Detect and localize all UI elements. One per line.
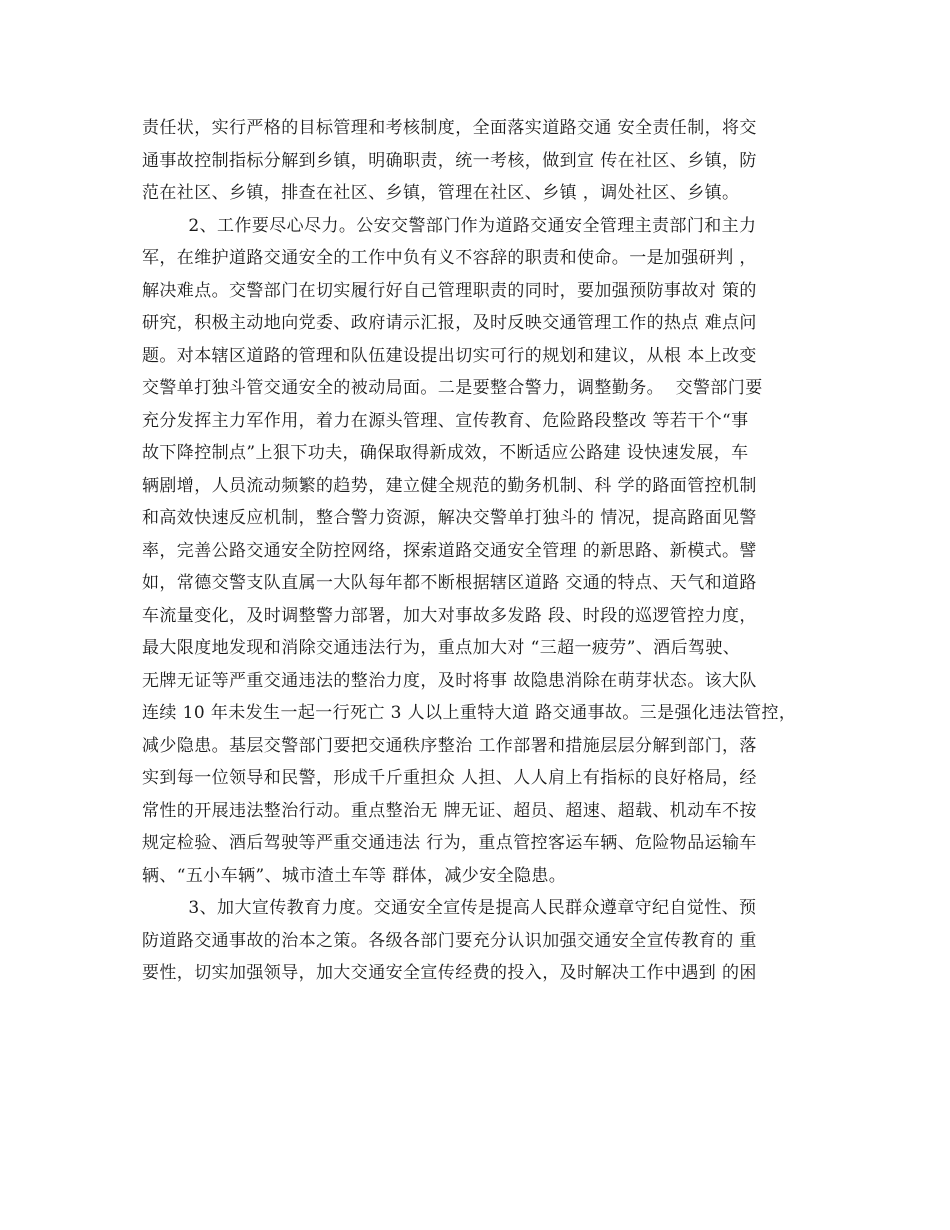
text-line: 3、加大宣传教育力度。交通安全宣传是提高人民群众遵章守纪自觉性、预 [142, 898, 757, 918]
text-line: 充分发挥主力军作用，着力在源头管理、宣传教育、危险路段整改 等若干个“事 [142, 410, 749, 431]
text-line: 如，常德交警支队直属一大队每年都不断根据辖区道路 交通的特点、天气和道路 [142, 573, 757, 593]
text-line: 率，完善公路交通安全防控网络，探索道路交通安全管理 的新思路、新模式。譬 [142, 540, 757, 561]
text-line: 辆剧增，人员流动频繁的趋势，建立健全规范的勤务机制、科 学的路面管控机制 [142, 475, 757, 496]
text-line: 防道路交通事故的治本之策。各级各部门要充分认识加强交通安全宣传教育的 重 [142, 930, 757, 951]
text-line: 减少隐患。基层交警部门要把交通秩序整治 工作部署和措施层层分解到部门，落 [142, 735, 757, 756]
text-line: 故下降控制点”上狠下功夫，确保取得新成效，不断适应公路建 设快速发展，车 [142, 443, 749, 463]
text-line: 车流量变化，及时调整警力部署，加大对事故多发路 段、时段的巡逻管控力度， [142, 605, 757, 626]
text-line: 实到每一位领导和民警，形成千斤重担众 人担、人人肩上有指标的良好格局，经 [142, 768, 757, 788]
text-line: 要性，切实加强领导，加大交通安全宣传经费的投入，及时解决工作中遇到 的困 [142, 963, 757, 983]
text-line: 交警单打独斗管交通安全的被动局面。二是要整合警力，调整勤务。 交警部门要 [142, 378, 763, 398]
body-text [142, 112, 814, 990]
text-line: 责任状，实行严格的目标管理和考核制度，全面落实道路交通 安全责任制，将交 [142, 118, 757, 138]
text-line: 2、工作要尽心尽力。公安交警部门作为道路交通安全管理主责部门和主力 [142, 215, 757, 236]
text-line: 最大限度地发现和消除交通违法行为，重点加大对 “三超一疲劳”、酒后驾驶、 [142, 638, 741, 658]
text-line: 无牌无证等严重交通违法的整治力度，及时将事 故隐患消除在萌芽状态。该大队 [142, 670, 757, 691]
text-line: 常性的开展违法整治行动。重点整治无 牌无证、超员、超速、超载、机动车不按 [142, 800, 757, 821]
text-line: 解决难点。交警部门在切实履行好自己管理职责的同时，要加强预防事故对 策的 [142, 280, 757, 301]
text-line: 和高效快速反应机制，整合警力资源，解决交警单打独斗的 情况，提高路面见警 [142, 508, 757, 528]
text-line: 军，在维护道路交通安全的工作中负有义不容辞的职责和使命。一是加强研判 ， [142, 248, 757, 268]
text-line: 题。对本辖区道路的管理和队伍建设提出切实可行的规划和建议，从根 本上改变 [142, 345, 757, 366]
text-line: 通事故控制指标分解到乡镇，明确职责，统一考核，做到宣 传在社区、乡镇，防 [142, 150, 757, 171]
text-line: 辆、“五小车辆”、城市渣土车等 群体，减少安全隐患。 [142, 865, 567, 886]
text-line: 研究，积极主动地向党委、政府请示汇报，及时反映交通管理工作的热点 难点问 [142, 313, 757, 333]
text-line: 范在社区、乡镇，排查在社区、乡镇，管理在社区、乡镇 ，调处社区、乡镇。 [142, 183, 740, 203]
text-line: 规定检验、酒后驾驶等严重交通违法 行为，重点管控客运车辆、危险物品运输车 [142, 833, 757, 853]
text-line: 连续 10 年未发生一起一行死亡 3 人以上重特大道 路交通事故。三是强化违法管控， [142, 703, 797, 723]
